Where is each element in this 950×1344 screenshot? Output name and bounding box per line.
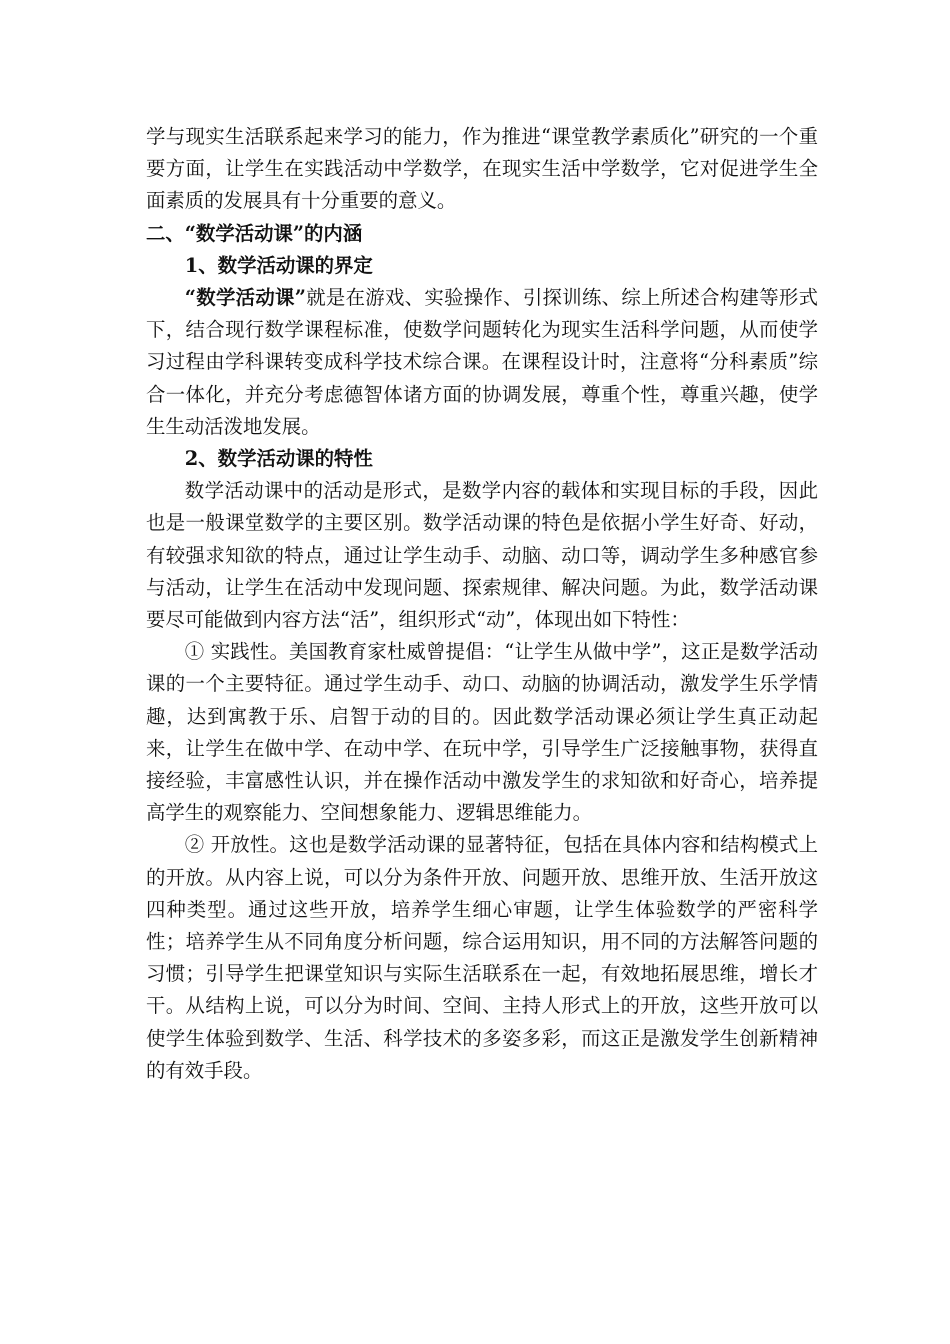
paragraph-openness: ② 开放性。这也是数学活动课的显著特征，包括在具体内容和结构模式上的开放。从内容上说，可以分为条件开放、问题开放、思维开放、生活开放这四种类型。通过这些开放，培养学生细心审题，让学生体验数学的严密科学性；培养学生从不同角度分析问题，综合运用知识，用不同的方法解答问题的习惯；引导学生把课堂知识与实际生活联系在一起，有效地拓展思维，增长才干。从结构上说，可以分为时间、空间、主持人形式上的开放，这些开放可以使学生体验到数学、生活、科学技术的多姿多彩，而这正是激发学生创新精神的有效手段。 bbox=[146, 833, 818, 1082]
section-heading-2: 二、“数学活动课”的内涵 bbox=[146, 221, 363, 245]
paragraph-continuation: 学与现实生活联系起来学习的能力，作为推进“课堂教学素质化”研究的一个重要方面，让学生在实践活动中学数学，在现实生活中学数学，它对促进学生全面素质的发展具有十分重要的意义。 bbox=[146, 125, 818, 213]
paragraph-definition bbox=[146, 282, 818, 443]
paragraph-practicality: ① 实践性。美国教育家杜威曾提倡：“让学生从做中学”，这正是数学活动课的一个主要特征。通过学生动手、动口、动脑的协调活动，激发学生乐学情趣，达到寓教于乐、启智于动的目的。因此数学活动课必须让学生真正动起来，让学生在做中学、在动中学、在玩中学，引导学生广泛接触事物，获得直接经验，丰富感性认识，并在操作活动中激发学生的求知欲和好奇心，培养提高学生的观察能力、空间想象能力、逻辑思维能力。 bbox=[146, 640, 818, 825]
subsection-heading-1: 1、数学活动课的界定 bbox=[184, 253, 373, 277]
paragraph-characteristics: 数学活动课中的活动是形式，是数学内容的载体和实现目标的手段，因此也是一般课堂数学的主要区别。数学活动课的特色是依据小学生好奇、好动，有较强求知欲的特点，通过让学生动手、动脑、动口等，调动学生多种感官参与活动，让学生在活动中发现问题、探索规律、解决问题。为此，数学活动课要尽可能做到内容方法“活”，组织形式“动”，体现出如下特性： bbox=[146, 479, 818, 632]
document-page bbox=[146, 121, 818, 1087]
defined-term: “数学活动课” bbox=[184, 286, 306, 310]
subsection-heading-2: 2、数学活动课的特性 bbox=[184, 447, 373, 471]
definition-text: 就是在游戏、实验操作、引探训练、综上所述合构建等形式下，结合现行数学课程标准，使数学问题转化为现实生活科学问题，从而使学习过程由学科课转变成科学技术综合课。在课程设计时，注意将“分科素质”综合一体化，并充分考虑德智体诸方面的协调发展，尊重个性，尊重兴趣，使学生生动活泼地发展。 bbox=[146, 286, 818, 438]
